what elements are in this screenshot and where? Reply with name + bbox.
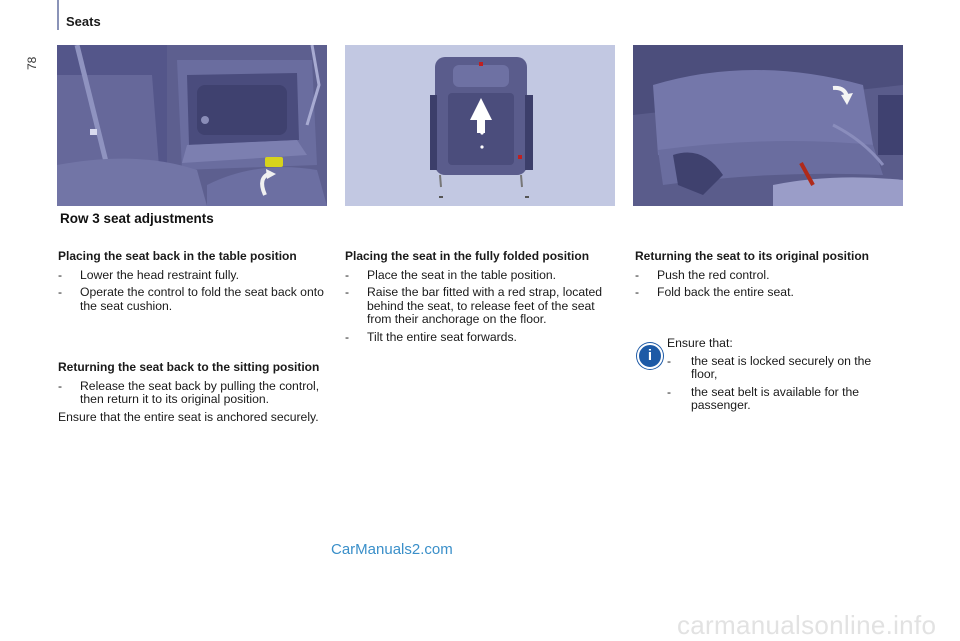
photo-seat-folded-forward [633,45,903,206]
instructions-original-position [635,250,897,304]
list-item: - the seat belt is available for the passenger. [667,384,860,412]
watermark-link[interactable]: CarManuals2.com [331,541,453,558]
instructions-fully-folded [345,250,607,348]
instructions-title: Placing the seat in the fully folded position [345,249,590,263]
section-title: Seats [66,14,101,29]
instructions-title: Returning the seat to its original position [635,249,870,263]
list-item: - Raise the bar fitted with a red strap, located behind the seat, to release feet of the seat from their anchorage on the floor. [345,285,603,327]
list-item: - Release the seat back by pulling the control, then return it to its original position. [58,378,320,407]
list-item: - Fold back the entire seat. [635,285,794,300]
anchoring-note: Ensure that the entire seat is anchored securely. [58,409,319,424]
list-item: - Push the red control. [635,267,770,282]
watermark-footer: carmanualsonline.info [677,610,937,640]
instructions-sitting-position [58,361,326,424]
instructions-table-position [58,250,326,317]
list-item: - Place the seat in the table position. [345,267,557,282]
photo-seat-fold-diagram [345,45,615,206]
list-item: - the seat is locked securely on the floor, [667,353,872,381]
list-item: - Operate the control to fold the seat back onto the seat cushion. [58,285,324,313]
page-number: 78 [25,56,39,70]
header-accent-bar [57,0,59,30]
section-heading: Row 3 seat adjustments [60,211,214,226]
instructions-title: Placing the seat back in the table position [58,249,297,263]
info-body [667,337,899,417]
instructions-title: Returning the seat back to the sitting position [58,360,320,374]
info-icon: i [637,343,663,369]
list-item: - Lower the head restraint fully. [58,267,239,282]
photo-seat-back-control [57,45,327,206]
info-intro: Ensure that: [667,336,733,350]
list-item: - Tilt the entire seat forwards. [345,329,517,344]
